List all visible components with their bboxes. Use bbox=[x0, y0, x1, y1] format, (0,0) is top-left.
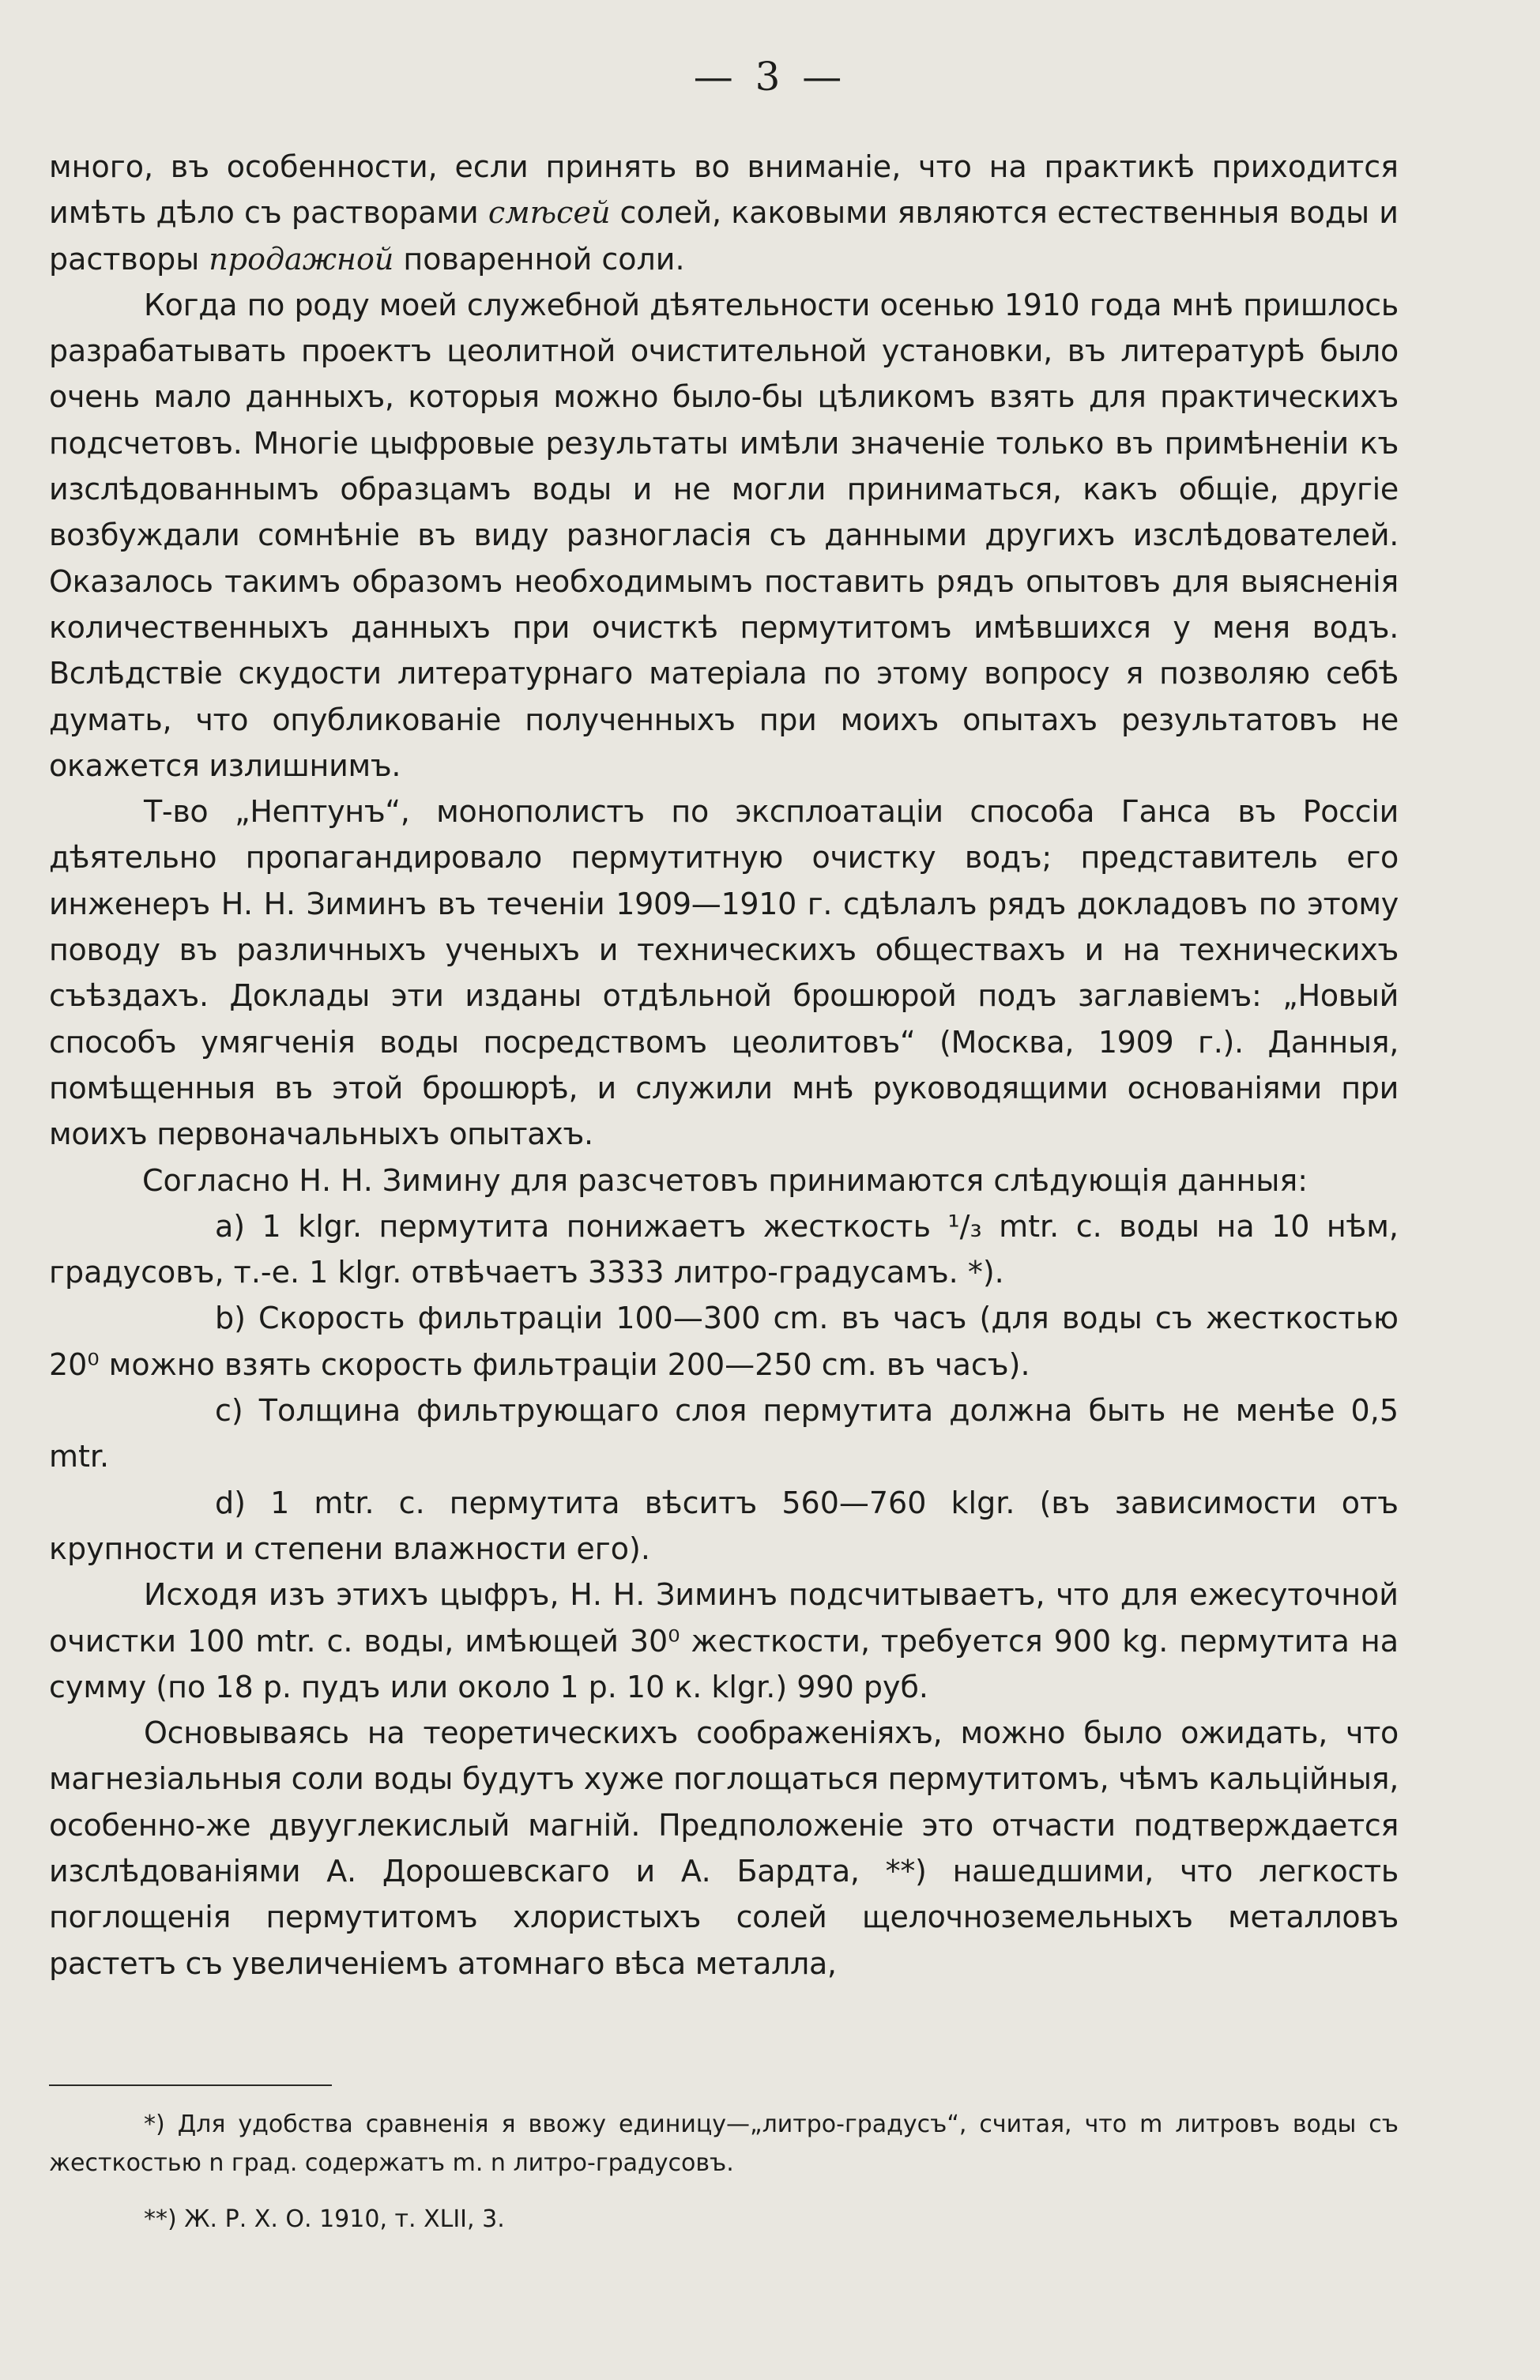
list-item-a: а) 1 klgr. пермутита понижаетъ жесткость ¹/₃ mtr. c. воды на 10 нѣм, градусовъ, т.-е. 1 klgr. отвѣчаетъ 3333 литро-градусамъ. *). bbox=[49, 1208, 1399, 1290]
list-item-b: b) Скорость фильтраціи 100—300 cm. въ часъ (для воды съ жесткостью 20⁰ можно взять скорость фильтраціи 200—250 cm. въ часъ). bbox=[49, 1301, 1399, 1382]
emphasis-mixtures: смѣсей bbox=[488, 195, 611, 231]
paragraph-1-text-c: солей, каковыми являются естественныя воды и растворы bbox=[49, 195, 1399, 277]
footnotes bbox=[49, 2105, 1399, 2239]
footnote-2: **) Ж. Р. Х. О. 1910, т. XLII, 3. bbox=[144, 2205, 505, 2233]
emphasis-commercial: продажной bbox=[209, 241, 394, 277]
footnote-divider bbox=[49, 2084, 332, 2086]
list-item-d: d) 1 mtr. c. пермутита вѣситъ 560—760 klgr. (въ зависимости отъ крупности и степени влажности его). bbox=[49, 1485, 1399, 1566]
paragraph-1-text-e: поваренной соли. bbox=[393, 241, 685, 277]
page-number: — 3 — bbox=[693, 54, 847, 100]
body-text bbox=[49, 144, 1399, 1986]
paragraph-4: Согласно Н. Н. Зимину для разсчетовъ принимаются слѣдующія данныя: bbox=[142, 1162, 1308, 1198]
paragraph-1 bbox=[49, 144, 1399, 282]
paragraph-1-text-a: много, въ особенности, если принять во вниманіе, что на практикѣ приходится имѣть дѣло съ растворами bbox=[49, 149, 1399, 231]
paragraph-2: Когда по роду моей служебной дѣятельности осенью 1910 года мнѣ пришлось разрабатывать проектъ цеолитной очистительной установки, въ литературѣ было очень мало данныхъ, которыя можно было-бы цѣликомъ взять для практическихъ подсчетовъ. Многіе цыфровые результаты имѣли значеніе только въ примѣненіи къ изслѣдованнымъ образцамъ воды и не могли приниматься, какъ общіе, другіе возбуждали сомнѣніе въ виду разногласія съ данными другихъ изслѣдователей. Оказалось такимъ образомъ необходимымъ поставить рядъ опытовъ для выясненія количественныхъ данныхъ при очисткѣ пермутитомъ имѣвшихся у меня водъ. Вслѣдствіе скудости литературнаго матеріала по этому вопросу я позволяю себѣ думать, что опубликованіе полученныхъ при моихъ опытахъ результатовъ не окажется излишнимъ. bbox=[49, 287, 1399, 783]
list-item-c: c) Толщина фильтрующаго слоя пермутита должна быть не менѣе 0,5 mtr. bbox=[49, 1393, 1399, 1474]
footnote-1: *) Для удобства сравненія я ввожу единицу—„литро-градусъ“, считая, что m литровъ воды съ жесткостью n град. содержатъ m. n литро-градусовъ. bbox=[49, 2111, 1399, 2177]
paragraph-6: Основываясь на теоретическихъ соображеніяхъ, можно было ожидать, что магнезіальныя соли воды будутъ хуже поглощаться пермутитомъ, чѣмъ кальційныя, особенно-же двууглекислый магній. Предположеніе это отчасти подтверждается изслѣдованіями А. Дорошевскаго и А. Бардта, **) нашедшими, что легкость поглощенія пермутитомъ хлористыхъ солей щелочноземельныхъ металловъ растетъ съ увеличеніемъ атомнаго вѣса металла, bbox=[49, 1715, 1399, 1981]
paragraph-5: Исходя изъ этихъ цыфръ, Н. Н. Зиминъ подсчитываетъ, что для ежесуточной очистки 100 mtr. c. воды, имѣющей 30⁰ жесткости, требуется 900 kg. пермутита на сумму (по 18 р. пудъ или около 1 р. 10 к. klgr.) 990 руб. bbox=[49, 1577, 1399, 1704]
paragraph-3: Т-во „Нептунъ“, монополистъ по эксплоатаціи способа Ганса въ Россіи дѣятельно пропагандировало пермутитную очистку водъ; представитель его инженеръ Н. Н. Зиминъ въ теченіи 1909—1910 г. сдѣлалъ рядъ докладовъ по этому поводу въ различныхъ ученыхъ и техническихъ обществахъ и на техническихъ съѣздахъ. Доклады эти изданы отдѣльной брошюрой подъ заглавіемъ: „Новый способъ умягченія воды посредствомъ цеолитовъ“ (Москва, 1909 г.). Данныя, помѣщенныя въ этой брошюрѣ, и служили мнѣ руководящими основаніями при моихъ первоначальныхъ опытахъ. bbox=[49, 794, 1399, 1152]
